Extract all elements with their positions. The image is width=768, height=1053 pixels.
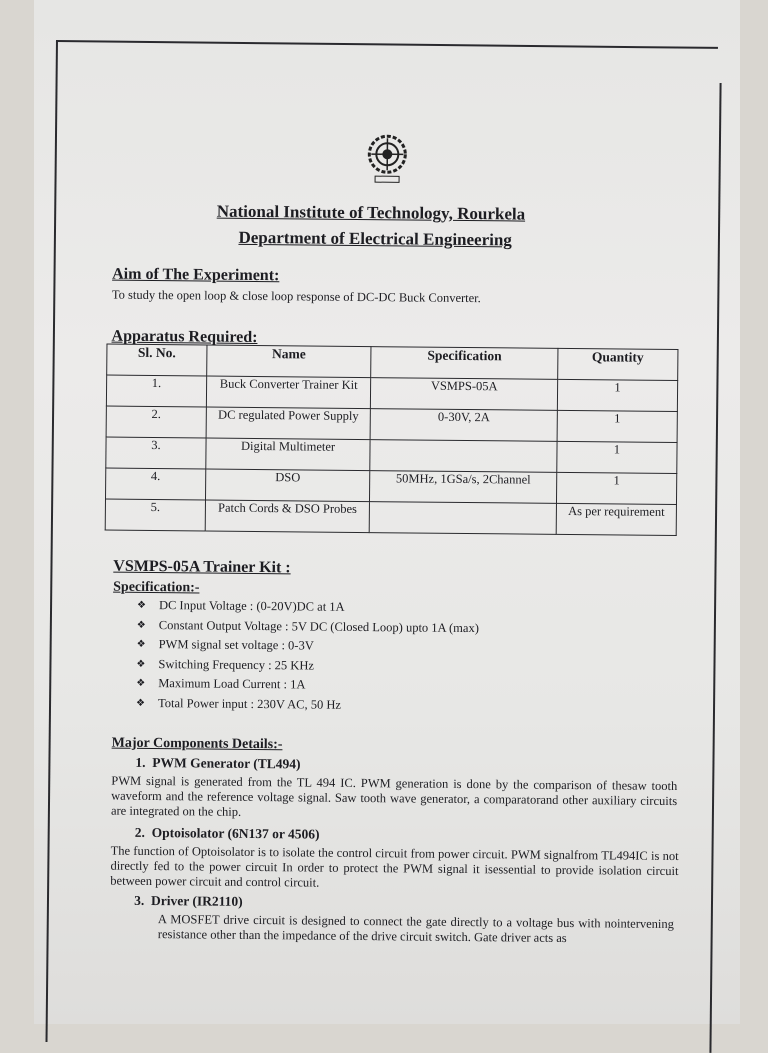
diamond-bullet-icon: ❖ — [136, 638, 146, 650]
col-header-quantity: Quantity — [558, 348, 678, 380]
component-title — [135, 825, 320, 843]
cell-specification: VSMPS-05A — [371, 378, 558, 411]
cell-quantity: 1 — [556, 472, 676, 504]
department-name: Department of Electrical Engineering — [238, 227, 512, 250]
component-description: The function of Optoisolator is to isolate the control circuit from power circuit. PWM signalfrom TL494IC is not directly fed to the power circuit In order to protect the PWM signal it isessential to provide isolation circuit between power circuit and control circuit. — [110, 843, 679, 890]
trainer-kit-heading: VSMPS-05A Trainer Kit : — [113, 557, 291, 577]
component-number: 1. — [135, 754, 146, 770]
institute-emblem-icon — [363, 130, 412, 188]
cell-specification — [369, 502, 556, 535]
spec-text: Maximum Load Current : 1A — [158, 676, 306, 692]
col-header-slno: Sl. No. — [107, 344, 207, 376]
col-header-specification: Specification — [371, 347, 558, 380]
cell-quantity: 1 — [557, 441, 677, 473]
cell-specification: 50MHz, 1GSa/s, 2Channel — [370, 471, 557, 504]
component-description: PWM signal is generated from the TL 494 IC. PWM generation is done by the comparison of thesaw tooth waveform and the reference voltage signal. Saw tooth wave generator, a comparatorand other auxiliary circuits are integrated on the chip. — [110, 773, 678, 819]
cell-quantity: 1 — [557, 410, 677, 442]
col-header-name: Name — [207, 345, 372, 378]
cell-specification — [370, 440, 557, 473]
component-title-text: PWM Generator (TL494) — [152, 755, 301, 772]
cell-name: Buck Converter Trainer Kit — [206, 376, 371, 409]
component-number: 3. — [134, 892, 145, 908]
diamond-bullet-icon: ❖ — [136, 677, 146, 689]
apparatus-heading: Apparatus Required: — [111, 327, 258, 347]
table-row — [105, 499, 676, 535]
aim-heading: Aim of The Experiment: — [112, 265, 280, 285]
major-components-heading: Major Components Details:- — [111, 735, 283, 753]
component-number: 2. — [134, 824, 145, 840]
specification-heading: Specification:- — [113, 579, 200, 596]
diamond-bullet-icon: ❖ — [136, 599, 146, 611]
component-title — [134, 893, 243, 910]
cell-slno: 2. — [106, 406, 206, 438]
aim-text: To study the open loop & close loop response of DC-DC Buck Converter. — [111, 287, 481, 306]
spec-text: Total Power input : 230V AC, 50 Hz — [157, 695, 342, 712]
component-title — [135, 755, 300, 773]
diamond-bullet-icon: ❖ — [136, 619, 146, 631]
institute-name: National Institute of Technology, Rourkela — [216, 201, 526, 224]
apparatus-table — [105, 344, 679, 536]
spec-text: Constant Output Voltage : 5V DC (Closed Loop) upto 1A (max) — [158, 617, 479, 635]
spec-text: PWM signal set voltage : 0-3V — [158, 637, 314, 653]
spec-text: Switching Frequency : 25 KHz — [158, 656, 315, 673]
cell-name: DC regulated Power Supply — [206, 407, 371, 440]
cell-slno: 5. — [105, 499, 205, 531]
diamond-bullet-icon: ❖ — [136, 658, 146, 670]
cell-name: Digital Multimeter — [206, 438, 371, 471]
list-item — [136, 693, 478, 716]
component-description: A MOSFET drive circuit is designed to connect the gate directly to a voltage bus with nointervening resistance other than the impedance of the drive circuit switch. Gate driver acts as — [157, 912, 675, 946]
component-title-text: Driver (IR2110) — [150, 893, 243, 909]
cell-specification: 0-30V, 2A — [370, 409, 557, 442]
cell-name: DSO — [205, 469, 370, 502]
component-title-text: Optoisolator (6N137 or 4506) — [151, 825, 320, 842]
cell-quantity: As per requirement — [556, 503, 676, 535]
cell-slno: 3. — [106, 437, 206, 469]
cell-slno: 1. — [106, 375, 206, 407]
cell-slno: 4. — [105, 468, 205, 500]
diamond-bullet-icon: ❖ — [135, 697, 146, 709]
spec-text: DC Input Voltage : (0-20V)DC at 1A — [158, 598, 345, 614]
spec-list — [136, 596, 479, 716]
cell-quantity: 1 — [557, 379, 677, 411]
cell-name: Patch Cords & DSO Probes — [205, 500, 370, 533]
